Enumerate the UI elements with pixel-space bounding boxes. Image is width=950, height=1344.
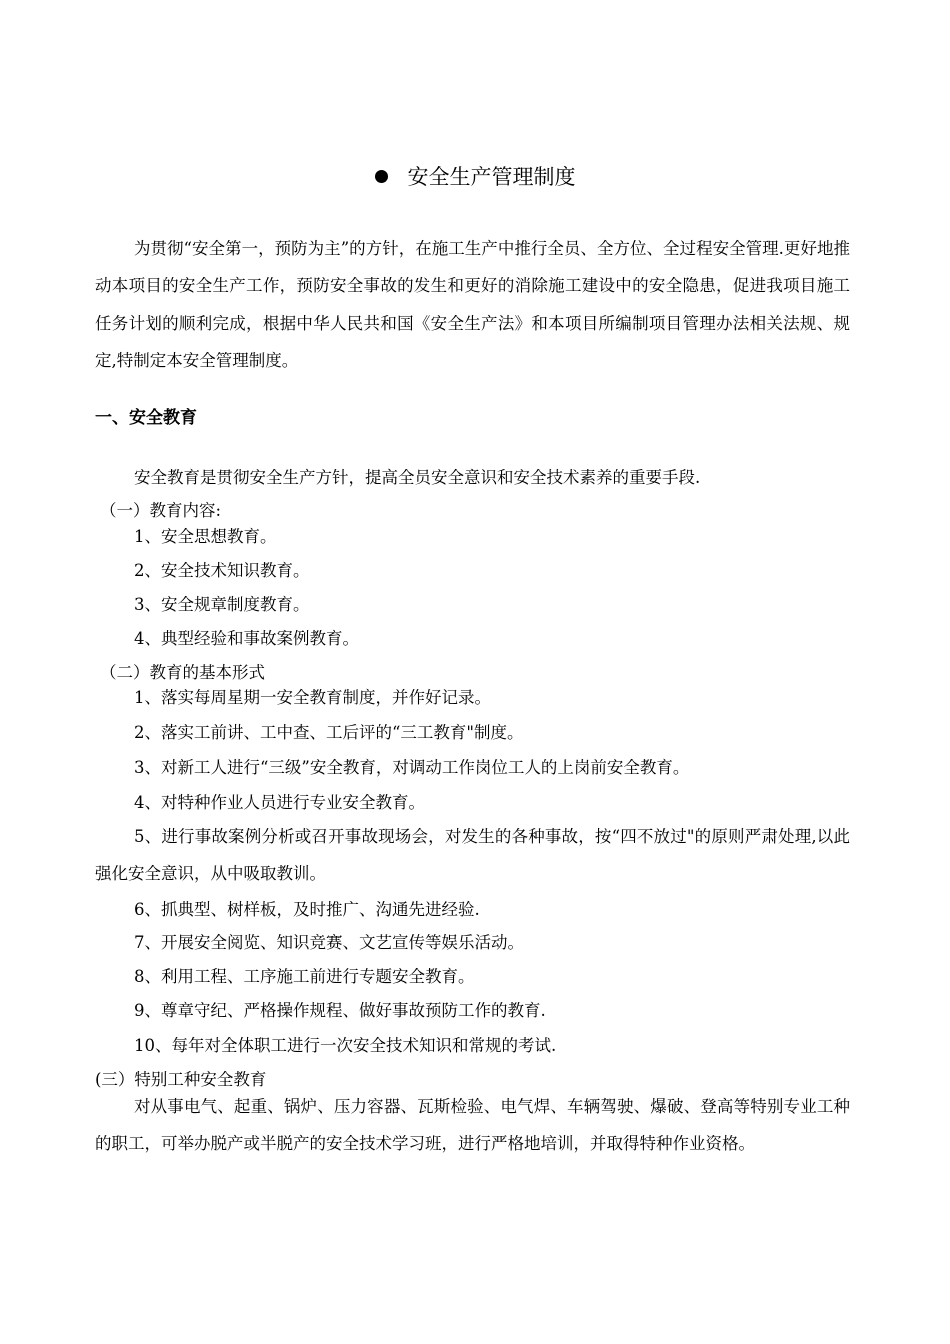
subsection-heading-forms: （二）教育的基本形式 (100, 663, 265, 682)
list-item: 10、每年对全体职工进行一次安全技术知识和常规的考试. (134, 1036, 557, 1055)
list-item: 8、利用工程、工序施工前进行专题安全教育。 (134, 967, 475, 986)
document-title (0, 160, 950, 194)
subsection-heading-content: （一）教育内容: (100, 501, 222, 520)
section-heading-safety-education: 一、安全教育 (95, 408, 197, 428)
bullet-icon (375, 170, 388, 183)
list-item: 7、开展安全阅览、知识竞赛、文艺宣传等娱乐活动。 (134, 933, 524, 952)
list-item: 1、安全思想教育。 (134, 527, 277, 546)
list-item: 1、落实每周星期一安全教育制度，并作好记录。 (134, 688, 491, 707)
list-item: 4、对特种作业人员进行专业安全教育。 (134, 793, 425, 812)
subsection-heading-special-trades: (三）特别工种安全教育 (95, 1070, 267, 1089)
special-trades-paragraph: 对从事电气、起重、锅炉、压力容器、瓦斯检验、电气焊、车辆驾驶、爆破、登高等特别专业工种的职工，可举办脱产或半脱产的安全技术学习班，进行严格地培训，并取得特种作业资格。 (95, 1097, 850, 1154)
intro-paragraph: 为贯彻“安全第一，预防为主”的方针，在施工生产中推行全员、全方位、全过程安全管理.更好地推动本项目的安全生产工作，预防安全事故的发生和更好的消除施工建设中的安全隐患，促进我项目施工任务计划的顺利完成，根据中华人民共和国《安全生产法》和本项目所编制项目管理办法相关法规、规定,特制定本安全管理制度。 (95, 239, 850, 370)
list-item: 3、安全规章制度教育。 (134, 595, 310, 614)
list-item: 2、安全技术知识教育。 (134, 561, 310, 580)
list-item: 5、进行事故案例分析或召开事故现场会，对发生的各种事故，按“四不放过"的原则严肃处理,以此强化安全意识，从中吸取教训。 (95, 827, 850, 884)
section-lead: 安全教育是贯彻安全生产方针，提高全员安全意识和安全技术素养的重要手段. (134, 468, 701, 487)
list-item: 6、抓典型、树样板，及时推广、沟通先进经验. (134, 900, 480, 919)
title-text: 安全生产管理制度 (407, 165, 576, 190)
list-item: 9、尊章守纪、严格操作规程、做好事故预防工作的教育. (134, 1001, 546, 1020)
list-item: 2、落实工前讲、工中查、工后评的“三工教育"制度。 (134, 723, 524, 742)
list-item: 3、对新工人进行“三级”安全教育，对调动工作岗位工人的上岗前安全教育。 (134, 758, 690, 777)
list-item: 4、典型经验和事故案例教育。 (134, 629, 359, 648)
